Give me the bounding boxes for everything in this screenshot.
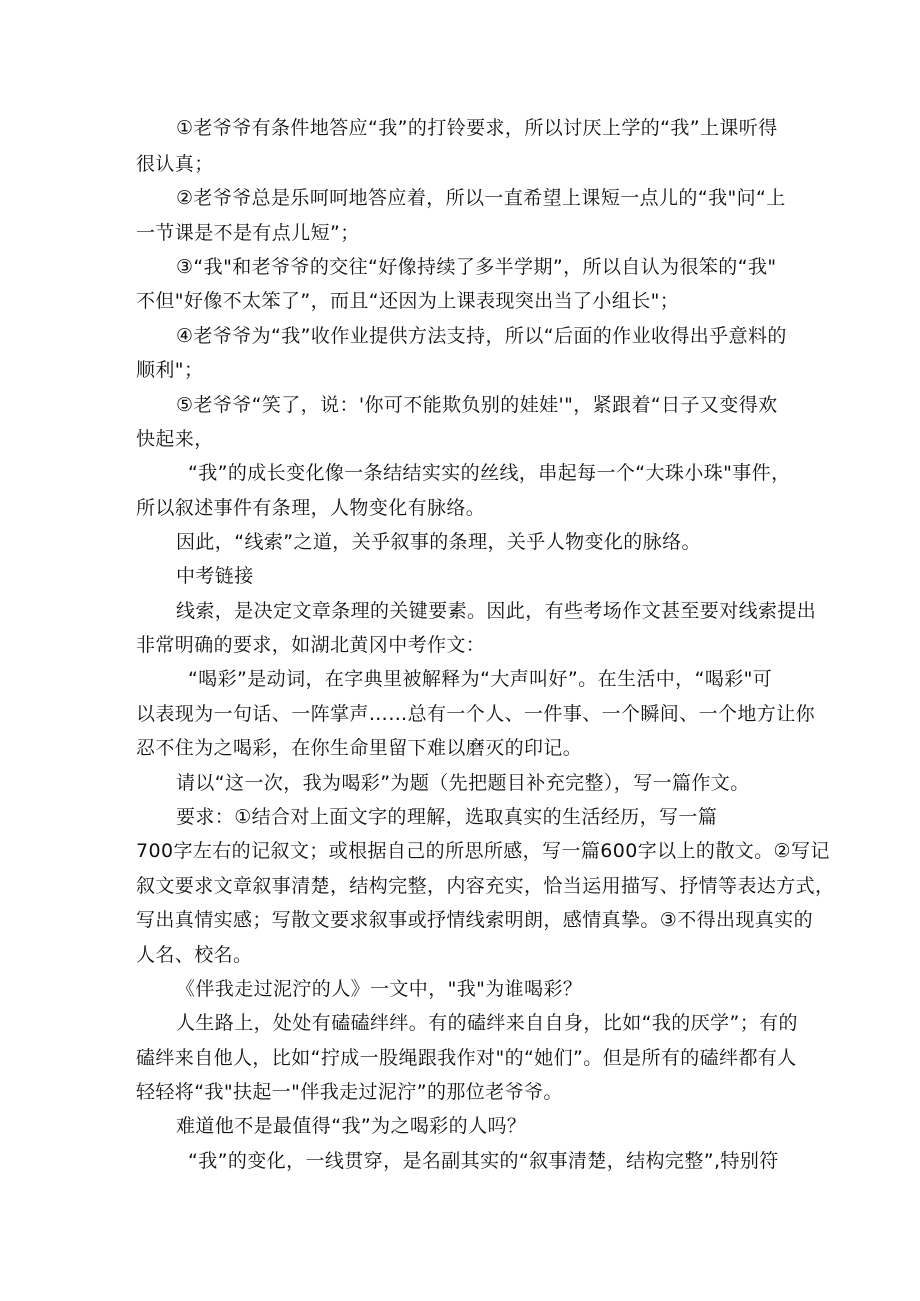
paragraph-line: 人名、校名。 [136, 944, 253, 966]
paragraph-line: 人生路上，处处有磕磕绊绊。有的磕绊来自自身，比如“我的厌学”；有的 [176, 1012, 798, 1034]
section-heading: 中考链接 [176, 565, 254, 587]
paragraph-line: 以表现为一句话、一阵掌声……总有一个人、一件事、一个瞬间、一个地方让你 [136, 703, 816, 725]
paragraph-line: 线索，是决定文章条理的关键要素。因此，有些考场作文甚至要对线索提出 [176, 600, 817, 622]
paragraph-line: ⑤老爷爷“笑了，说：'你可不能欺负别的娃娃'"，紧跟着“日子又变得欢 [176, 394, 778, 416]
paragraph-line: ③“我"和老爷爷的交往“好像持续了多半学期”，所以自认为很笨的“我" [176, 256, 777, 278]
paragraph-line: “喝彩”是动词，在字典里被解释为“大声叫好”。在生活中，“喝彩"可 [188, 668, 773, 690]
paragraph-line: ④老爷爷为“我”收作业提供方法支持，所以“后面的作业收得出乎意料的 [176, 325, 787, 347]
paragraph-line: 快起来， [136, 428, 214, 450]
paragraph-line: ①老爷爷有条件地答应“我”的打铃要求，所以讨厌上学的“我”上课听得 [176, 117, 778, 139]
paragraph-line: 很认真； [136, 153, 214, 175]
paragraph-line: 《伴我走过泥泞的人》一文中，"我"为谁喝彩？ [176, 978, 583, 1000]
paragraph-line: 所以叙述事件有条理，人物变化有脉络。 [136, 497, 486, 519]
paragraph-line: 一节课是不是有点儿短”； [136, 222, 360, 244]
paragraph-line: 不但"好像不太笨了”，而且“还因为上课表现突出当了小组长"； [136, 290, 680, 312]
paragraph-line: 因此，“线索”之道，关乎叙事的条理，关乎人物变化的脉络。 [176, 531, 701, 553]
paragraph-line: 忍不住为之喝彩，在你生命里留下难以磨灭的印记。 [136, 737, 583, 759]
paragraph-line: 磕绊来自他人，比如“拧成一股绳跟我作对"的“她们”。但是所有的磕绊都有人 [136, 1047, 797, 1069]
paragraph-line: 请以“这一次，我为喝彩”为题（先把题目补充完整），写一篇作文。 [176, 772, 750, 794]
paragraph-line: “我”的成长变化像一条结结实实的丝线，串起每一个“大珠小珠"事件， [188, 462, 791, 484]
paragraph-line: 叙文要求文章叙事清楚，结构完整，内容充实，恰当运用描写、抒情等表达方式， [136, 875, 835, 897]
paragraph-line: 难道他不是最值得“我”为之喝彩的人吗？ [176, 1115, 527, 1137]
paragraph-line: 轻轻将“我"扶起一"伴我走过泥泞”的那位老爷爷。 [136, 1081, 563, 1103]
paragraph-line: ②老爷爷总是乐呵呵地答应着，所以一直希望上课短一点儿的“我"问“上 [176, 187, 786, 209]
paragraph-line: “我”的变化，一线贯穿，是名副其实的“叙事清楚，结构完整”,特别符 [188, 1150, 779, 1172]
paragraph-line: 顺利"； [136, 359, 204, 381]
paragraph-line: 非常明确的要求，如湖北黄冈中考作文： [136, 634, 486, 656]
paragraph-line: 写出真情实感；写散文要求叙事或抒情线索明朗，感情真挚。③不得出现真实的 [136, 909, 814, 931]
paragraph-line: 700字左右的记叙文；或根据自己的所思所感，写一篇600字以上的散文。②写记 [136, 840, 830, 862]
paragraph-line: 要求：①结合对上面文字的理解，选取真实的生活经历，写一篇 [176, 806, 718, 828]
